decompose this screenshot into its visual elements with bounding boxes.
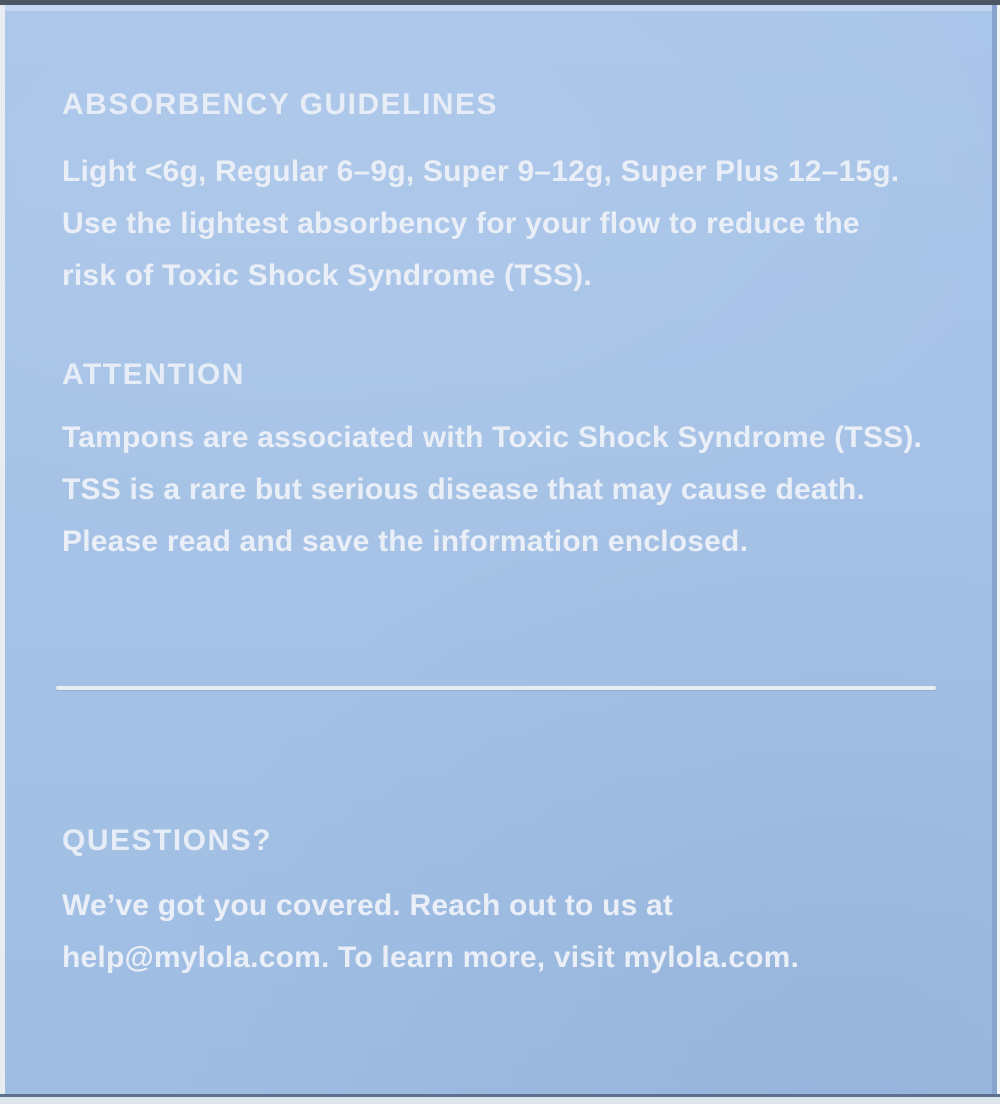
questions-text <box>62 880 799 984</box>
absorbency-guidelines-heading: ABSORBENCY GUIDELINES <box>62 88 499 121</box>
body-line: Use the lightest absorbency for your flow to reduce the <box>62 207 860 240</box>
body-line: Light <6g, Regular 6–9g, Super 9–12g, Super Plus 12–15g. <box>62 155 900 188</box>
absorbency-guidelines-text <box>62 146 899 302</box>
attention-text <box>62 412 922 568</box>
box-edge-highlight-top <box>0 5 1000 11</box>
body-line: TSS is a rare but serious disease that may cause death. <box>62 473 865 506</box>
section-divider-rule <box>56 686 936 690</box>
photo-edge-bottom <box>0 1097 1000 1104</box>
body-line: Please read and save the information enclosed. <box>62 525 749 558</box>
body-line: Tampons are associated with Toxic Shock Syndrome (TSS). <box>62 421 923 454</box>
questions-heading: QUESTIONS? <box>62 824 273 857</box>
attention-heading: ATTENTION <box>62 358 245 391</box>
photo-edge-left <box>0 5 5 1094</box>
body-line: help@mylola.com. To learn more, visit mylola.com. <box>62 941 800 974</box>
body-line: risk of Toxic Shock Syndrome (TSS). <box>62 259 592 292</box>
body-line: We’ve got you covered. Reach out to us at <box>62 889 674 922</box>
